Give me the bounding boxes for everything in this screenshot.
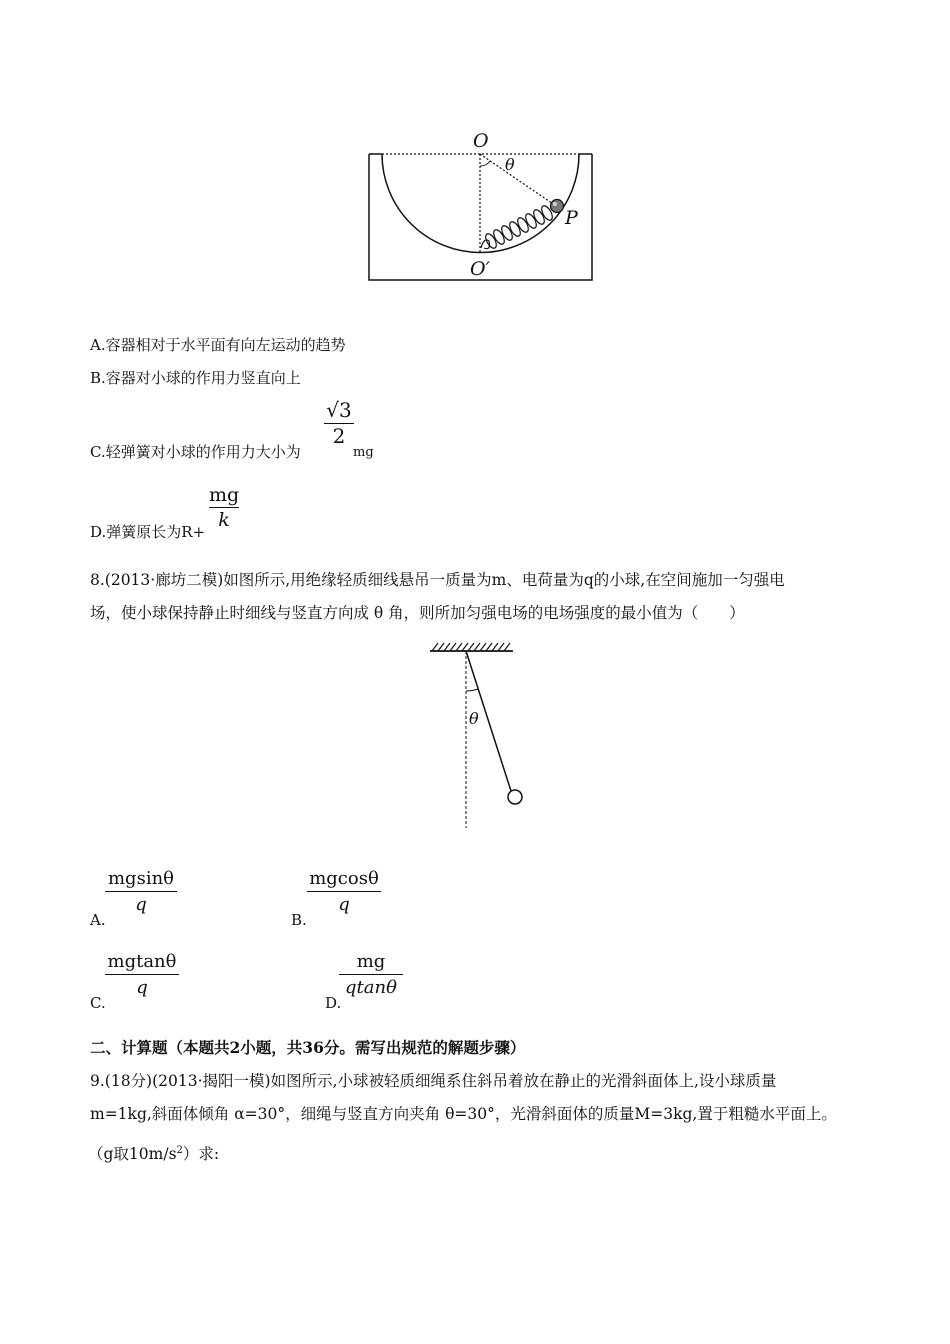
fraction-numerator: mg	[356, 951, 386, 972]
spring	[481, 204, 554, 250]
fraction-denominator: q	[135, 894, 147, 915]
fraction-numerator: mgtanθ	[107, 951, 177, 972]
fraction-denominator: k	[218, 509, 230, 531]
q7-option-c-suffix: mg	[353, 445, 374, 460]
q7-option-d-prefix: D.弹簧原长为R+	[90, 523, 206, 541]
radius-dotted-line	[480, 154, 556, 206]
section-heading: 二、计算题（本题共2小题，共36分。需写出规范的解题步骤）	[90, 1038, 526, 1057]
q9-line3-post: ）求:	[182, 1145, 220, 1164]
q9-line3-sup: 2	[176, 1145, 183, 1156]
fraction-denominator: q	[338, 894, 350, 915]
ceiling-hatching	[432, 643, 510, 651]
label-theta: θ	[505, 155, 515, 174]
pendulum-ball	[508, 790, 522, 804]
q8-option-b-label: B.	[291, 911, 307, 929]
q8-option-c-fraction	[105, 949, 179, 1000]
q9-text-line1: 9.(18分)(2013·揭阳一模)如图所示,小球被轻质细绳系住斜吊着放在静止的光滑斜面体上,设小球质量	[90, 1072, 777, 1090]
fraction-denominator: q	[136, 977, 148, 998]
theta-angle-arc	[480, 161, 490, 166]
figure-pendulum	[420, 635, 550, 835]
label-p: P	[565, 207, 578, 229]
q7-option-b: B.容器对小球的作用力竖直向上	[90, 369, 301, 387]
fraction-numerator: mgcosθ	[309, 868, 379, 889]
q8-option-d-label: D.	[325, 994, 342, 1012]
q7-option-c-fraction	[324, 397, 354, 448]
fraction-numerator: √3	[326, 398, 352, 422]
q9-text-line3	[88, 1141, 219, 1164]
q8-text-line1: 8.(2013·廊坊二模)如图所示,用绝缘轻质细线悬吊一质量为m、电荷量为q的小球,在空间施加一匀强电	[90, 571, 785, 589]
theta-angle-arc	[466, 689, 478, 691]
q8-option-a-label: A.	[90, 911, 106, 929]
q7-option-a: A.容器相对于水平面有向左运动的趋势	[90, 336, 346, 354]
q8-option-a-fraction	[105, 866, 177, 917]
q7-option-c-prefix: C.轻弹簧对小球的作用力大小为	[90, 443, 301, 461]
q9-line3-pre: （g取10m/s	[88, 1145, 177, 1164]
figure-container-spring	[360, 125, 600, 285]
fraction-numerator: mg	[209, 484, 240, 506]
q8-option-b-fraction	[307, 866, 381, 917]
fraction-denominator: qtanθ	[345, 977, 397, 998]
label-o-prime: O′	[470, 258, 490, 280]
q9-text-line2: m=1kg,斜面体倾角 α=30°，细绳与竖直方向夹角 θ=30°，光滑斜面体的质量M=3kg,置于粗糙水平面上。	[90, 1105, 837, 1123]
q8-option-c-label: C.	[90, 994, 106, 1012]
fraction-numerator: mgsinθ	[107, 868, 174, 889]
q8-option-d-fraction	[339, 949, 403, 1000]
label-o: O	[473, 130, 489, 152]
pendulum-theta-label: θ	[469, 709, 479, 728]
q8-text-line2: 场，使小球保持静止时细线与竖直方向成 θ 角，则所加匀强电场的电场强度的最小值为（ ）	[90, 604, 745, 622]
ball-p	[551, 200, 564, 213]
fraction-denominator: 2	[332, 424, 346, 448]
q7-option-d-fraction	[209, 483, 239, 532]
